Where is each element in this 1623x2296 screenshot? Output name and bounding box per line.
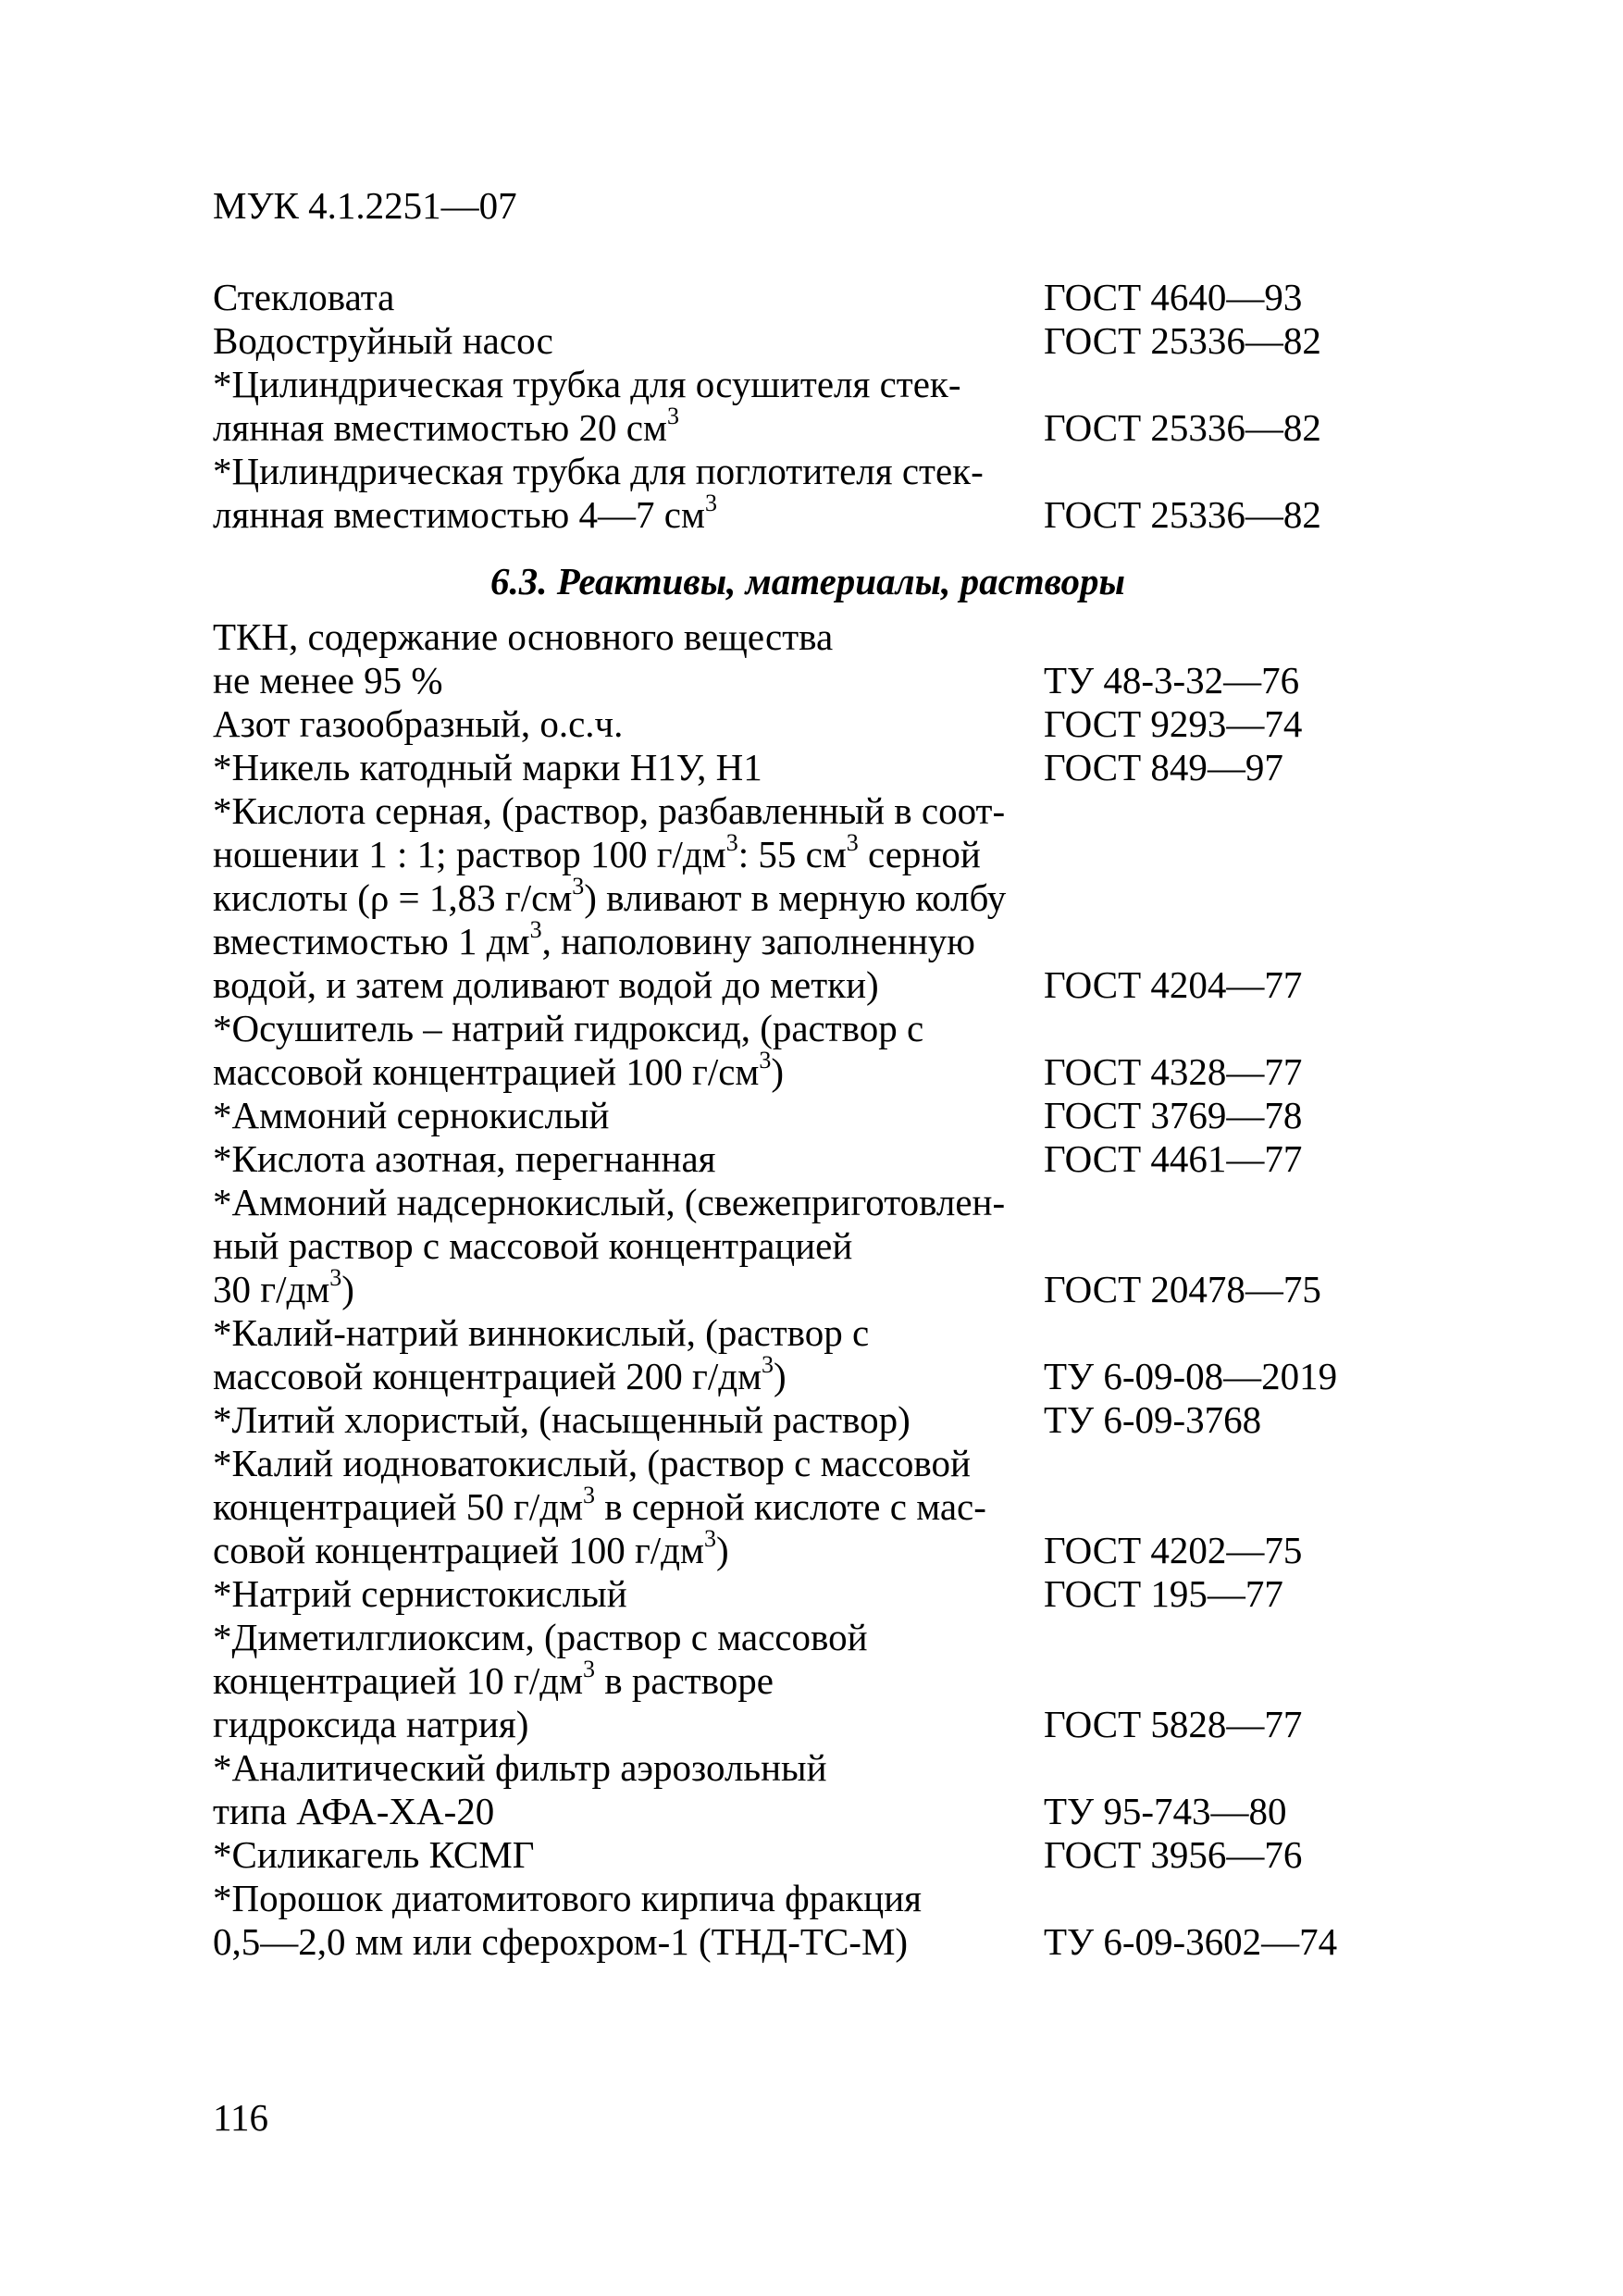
description-line xyxy=(213,1007,1044,1050)
description-line xyxy=(213,1833,1044,1877)
standard-reference: ТУ 6-09-3602—74 xyxy=(1044,1920,1338,1963)
standard-reference: ГОСТ 195—77 xyxy=(1044,1572,1283,1615)
section-heading: 6.3. Реактивы, материалы, растворы xyxy=(490,560,1125,602)
text-segment: , наполовину заполненную xyxy=(541,920,975,962)
description-line xyxy=(213,789,1044,833)
description-line xyxy=(213,1790,1044,1833)
item-description xyxy=(213,1616,1044,1746)
text-segment: в растворе xyxy=(595,1659,774,1702)
text-segment: серной xyxy=(858,833,981,875)
description-line xyxy=(213,1442,1044,1485)
list-item xyxy=(213,319,1388,363)
item-description xyxy=(213,1572,1044,1616)
item-description xyxy=(213,276,1044,319)
description-line xyxy=(213,916,1044,963)
description-line xyxy=(213,1572,1044,1616)
text-segment: ) xyxy=(715,1529,729,1571)
text-segment: ) xyxy=(771,1050,785,1093)
text-segment: *Аммоний надсернокислый, (свежеприготовлен- xyxy=(213,1181,1006,1223)
text-segment: водой, и затем доливают водой до метки) xyxy=(213,963,879,1006)
text-segment: массовой концентрацией 200 г/дм xyxy=(213,1355,762,1397)
description-line xyxy=(213,1224,1044,1268)
description-line xyxy=(213,1877,1044,1920)
text-segment: *Диметилглиоксим, (раствор с массовой xyxy=(213,1616,868,1658)
description-line xyxy=(213,1137,1044,1181)
superscript: 3 xyxy=(666,403,679,430)
list-item xyxy=(213,702,1388,746)
description-line xyxy=(213,873,1044,920)
item-description xyxy=(213,702,1044,746)
text-segment: *Порошок диатомитового кирпича фракция xyxy=(213,1877,923,1919)
item-description xyxy=(213,450,1044,537)
standard-reference: ТУ 6-09-3768 xyxy=(1044,1398,1262,1441)
text-segment: *Аммоний сернокислый xyxy=(213,1094,610,1136)
item-description xyxy=(213,1442,1044,1572)
description-line xyxy=(213,403,1044,450)
text-segment: *Кислота серная, (раствор, разбавленный в соот- xyxy=(213,789,1006,832)
superscript: 3 xyxy=(759,1047,772,1074)
item-description xyxy=(213,1094,1044,1137)
standard-reference: ГОСТ 25336—82 xyxy=(1044,319,1321,362)
superscript: 3 xyxy=(572,873,585,900)
document-code-header: МУК 4.1.2251—07 xyxy=(213,184,517,227)
reagents-list xyxy=(213,615,1388,1964)
standard-reference: ГОСТ 4640—93 xyxy=(1044,276,1303,318)
standard-reference: ТУ 48-3-32—76 xyxy=(1044,659,1300,701)
description-line xyxy=(213,1264,1044,1311)
description-line xyxy=(213,659,1044,702)
superscript: 3 xyxy=(329,1264,342,1292)
standard-reference: ГОСТ 25336—82 xyxy=(1044,493,1321,536)
text-segment: совой концентрацией 100 г/дм xyxy=(213,1529,704,1571)
description-line xyxy=(213,615,1044,659)
text-segment: концентрацией 10 г/дм xyxy=(213,1659,584,1702)
text-segment: ношении 1 : 1; раствор 100 г/дм xyxy=(213,833,726,875)
list-item xyxy=(213,363,1388,450)
text-segment: 0,5—2,0 мм или сферохром-1 (ТНД-ТС-М) xyxy=(213,1920,909,1963)
text-segment: *Калий-натрий виннокислый, (раствор с xyxy=(213,1311,870,1354)
standard-reference: ГОСТ 20478—75 xyxy=(1044,1268,1321,1310)
standard-reference: ГОСТ 4202—75 xyxy=(1044,1529,1303,1571)
standard-reference: ГОСТ 5828—77 xyxy=(1044,1703,1303,1745)
text-segment: Стекловата xyxy=(213,276,395,318)
item-description xyxy=(213,615,1044,702)
standard-reference: ГОСТ 849—97 xyxy=(1044,746,1283,788)
description-line xyxy=(213,1525,1044,1572)
description-line xyxy=(213,1047,1044,1094)
text-segment: *Никель катодный марки Н1У, Н1 xyxy=(213,746,762,788)
list-item xyxy=(213,789,1388,1007)
item-description xyxy=(213,1746,1044,1833)
item-description xyxy=(213,1311,1044,1398)
text-segment: в серной кислоте с мас- xyxy=(595,1485,986,1528)
description-line xyxy=(213,702,1044,746)
description-line xyxy=(213,829,1044,876)
description-line xyxy=(213,1616,1044,1659)
description-line xyxy=(213,1094,1044,1137)
list-item xyxy=(213,746,1388,789)
list-item xyxy=(213,1746,1388,1833)
text-segment: *Аналитический фильтр аэрозольный xyxy=(213,1746,827,1789)
list-item xyxy=(213,1137,1388,1181)
superscript: 3 xyxy=(725,829,738,857)
text-segment: *Кислота азотная, перегнанная xyxy=(213,1137,716,1180)
item-description xyxy=(213,1007,1044,1094)
text-segment: лянная вместимостью 4—7 см xyxy=(213,493,705,536)
standard-reference: ГОСТ 3956—76 xyxy=(1044,1833,1303,1876)
list-item xyxy=(213,1572,1388,1616)
standard-reference: ГОСТ 25336—82 xyxy=(1044,406,1321,449)
list-item xyxy=(213,1877,1388,1964)
list-item xyxy=(213,1442,1388,1572)
text-segment: 30 г/дм xyxy=(213,1268,330,1310)
description-line xyxy=(213,1351,1044,1398)
text-segment: *Натрий сернистокислый xyxy=(213,1572,627,1615)
description-line xyxy=(213,276,1044,319)
standard-reference: ГОСТ 9293—74 xyxy=(1044,702,1303,745)
list-item xyxy=(213,1833,1388,1877)
text-segment: ный раствор с массовой концентрацией xyxy=(213,1224,853,1267)
item-description xyxy=(213,746,1044,789)
description-line xyxy=(213,490,1044,537)
list-item xyxy=(213,1398,1388,1442)
item-description xyxy=(213,363,1044,450)
text-segment: Азот газообразный, о.с.ч. xyxy=(213,702,624,745)
list-item xyxy=(213,615,1388,702)
standard-reference: ГОСТ 3769—78 xyxy=(1044,1094,1303,1136)
text-segment: Водоструйный насос xyxy=(213,319,553,362)
description-line xyxy=(213,963,1044,1007)
list-item xyxy=(213,1311,1388,1398)
text-segment: *Цилиндрическая трубка для поглотителя стек- xyxy=(213,450,984,492)
item-description xyxy=(213,1833,1044,1877)
text-segment: кислоты (ρ = 1,83 г/см xyxy=(213,876,573,919)
item-description xyxy=(213,1877,1044,1964)
list-item xyxy=(213,1094,1388,1137)
description-line xyxy=(213,1920,1044,1964)
text-segment: не менее 95 % xyxy=(213,659,443,701)
description-line xyxy=(213,363,1044,406)
superscript: 3 xyxy=(762,1351,774,1379)
description-line xyxy=(213,1311,1044,1355)
description-line xyxy=(213,1703,1044,1746)
text-segment: *Калий иодноватокислый, (раствор с массовой xyxy=(213,1442,971,1484)
text-segment: ) xyxy=(774,1355,787,1397)
description-line xyxy=(213,1181,1044,1224)
standard-reference: ГОСТ 4328—77 xyxy=(1044,1050,1303,1093)
item-description xyxy=(213,1181,1044,1311)
text-segment: лянная вместимостью 20 см xyxy=(213,406,667,449)
text-segment: *Литий хлористый, (насыщенный раствор) xyxy=(213,1398,911,1441)
text-segment: ) xyxy=(341,1268,354,1310)
list-item xyxy=(213,1007,1388,1094)
standard-reference: ГОСТ 4204—77 xyxy=(1044,963,1303,1006)
item-description xyxy=(213,1137,1044,1181)
superscript: 3 xyxy=(583,1482,596,1509)
text-segment: ТКН, содержание основного вещества xyxy=(213,615,834,658)
description-line xyxy=(213,319,1044,363)
text-segment: *Силикагель КСМГ xyxy=(213,1833,535,1876)
description-line xyxy=(213,746,1044,789)
description-line xyxy=(213,450,1044,493)
list-item xyxy=(213,1616,1388,1746)
superscript: 3 xyxy=(704,490,717,517)
text-segment: концентрацией 50 г/дм xyxy=(213,1485,584,1528)
text-segment: вместимостью 1 дм xyxy=(213,920,530,962)
text-segment: ) вливают в мерную колбу xyxy=(584,876,1007,919)
item-description xyxy=(213,789,1044,1007)
item-description xyxy=(213,1398,1044,1442)
apparatus-list xyxy=(213,276,1388,537)
superscript: 3 xyxy=(846,829,859,857)
list-item xyxy=(213,276,1388,319)
standard-reference: ТУ 95-743—80 xyxy=(1044,1790,1287,1832)
superscript: 3 xyxy=(583,1656,596,1683)
superscript: 3 xyxy=(529,916,542,944)
text-segment: *Цилиндрическая трубка для осушителя стек- xyxy=(213,363,961,405)
text-segment: *Осушитель – натрий гидроксид, (раствор с xyxy=(213,1007,924,1049)
text-segment: гидроксида натрия) xyxy=(213,1703,529,1745)
item-description xyxy=(213,319,1044,363)
page-number: 116 xyxy=(213,2096,268,2139)
description-line xyxy=(213,1398,1044,1442)
text-segment: : 55 см xyxy=(737,833,847,875)
list-item xyxy=(213,450,1388,537)
description-line xyxy=(213,1482,1044,1529)
description-line xyxy=(213,1656,1044,1703)
text-segment: типа АФА-ХА-20 xyxy=(213,1790,495,1832)
description-line xyxy=(213,1746,1044,1790)
standard-reference: ТУ 6-09-08—2019 xyxy=(1044,1355,1338,1397)
standard-reference: ГОСТ 4461—77 xyxy=(1044,1137,1303,1180)
text-segment: массовой концентрацией 100 г/см xyxy=(213,1050,760,1093)
superscript: 3 xyxy=(703,1525,716,1553)
list-item xyxy=(213,1181,1388,1311)
